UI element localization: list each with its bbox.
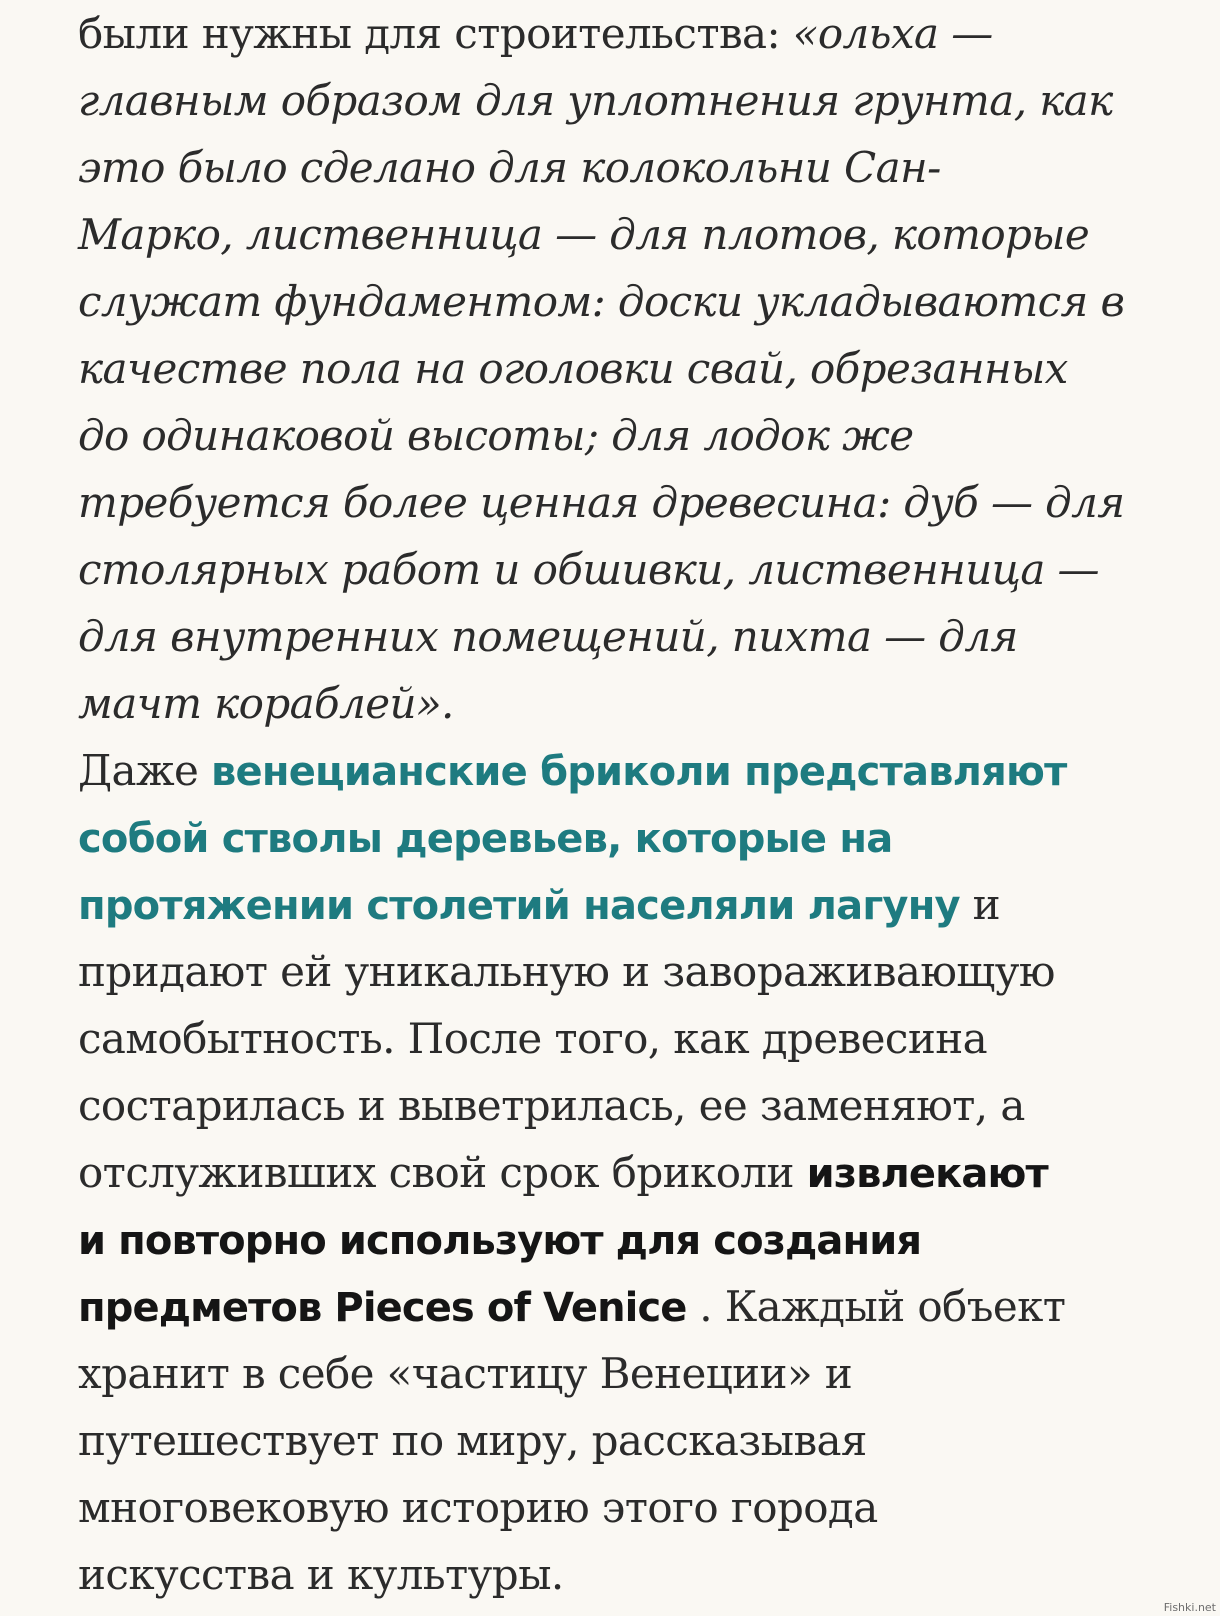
text-line: путешествует по миру, рассказывая <box>78 1416 867 1465</box>
quote-line: мачт кораблей». <box>78 679 454 728</box>
bricole-link[interactable]: протяжении столетий населяли лагуну <box>78 883 960 929</box>
quote-line: столярных работ и обшивки, лиственница — <box>78 545 1099 594</box>
quote-line: служат фундаментом: доски укладываются в <box>78 277 1125 326</box>
text-line: многовековую историю этого города <box>78 1483 878 1532</box>
text-line <box>78 1273 1198 1340</box>
text-line <box>78 871 1198 938</box>
quote-line: Марко, лиственница — для плотов, которые <box>78 210 1090 259</box>
quote-line: это было сделано для колокольни Сан- <box>78 143 941 192</box>
paragraph <box>78 737 1198 1608</box>
quote-line: для внутренних помещений, пихта — для <box>78 612 1018 661</box>
emphasis-text: извлекают <box>806 1151 1048 1197</box>
text-segment: . Каждый объект <box>686 1282 1066 1331</box>
text-line: самобытность. После того, как древесина <box>78 1014 988 1063</box>
text-line: состарилась и выветрилась, ее заменяют, а <box>78 1081 1025 1130</box>
text-line: придают ей уникальную и завораживающую <box>78 947 1055 996</box>
text-segment: были нужны для строительства: <box>78 9 793 58</box>
quote-line: до одинаковой высоты; для лодок же <box>78 411 914 460</box>
text-line: искусства и культуры. <box>78 1550 564 1599</box>
article-body <box>78 0 1198 1608</box>
bricole-link[interactable]: венецианские бриколи представляют <box>211 749 1067 795</box>
text-segment: и <box>959 880 1000 929</box>
text-line: хранит в себе «частицу Венеции» и <box>78 1349 853 1398</box>
emphasis-text: предметов Pieces of Venice <box>78 1285 687 1331</box>
text-line <box>78 1206 1198 1273</box>
bricole-link[interactable]: собой стволы деревьев, которые на <box>78 816 893 862</box>
text-line <box>78 804 1198 871</box>
text-line <box>78 737 1198 804</box>
watermark: Fishki.net <box>1163 1601 1216 1614</box>
quote-block <box>78 0 1198 737</box>
text-segment: отслуживших свой срок бриколи <box>78 1148 807 1197</box>
quote-line: качестве пола на оголовки свай, обрезанных <box>78 344 1068 393</box>
quote-line: требуется более ценная древесина: дуб — для <box>78 478 1125 527</box>
text-line <box>78 0 1198 67</box>
quote-text: «ольха — <box>792 9 993 58</box>
emphasis-text: и повторно используют для создания <box>78 1218 922 1264</box>
paragraph-intro: Даже <box>78 746 212 795</box>
quote-line: главным образом для уплотнения грунта, как <box>78 76 1113 125</box>
text-line <box>78 1139 1198 1206</box>
